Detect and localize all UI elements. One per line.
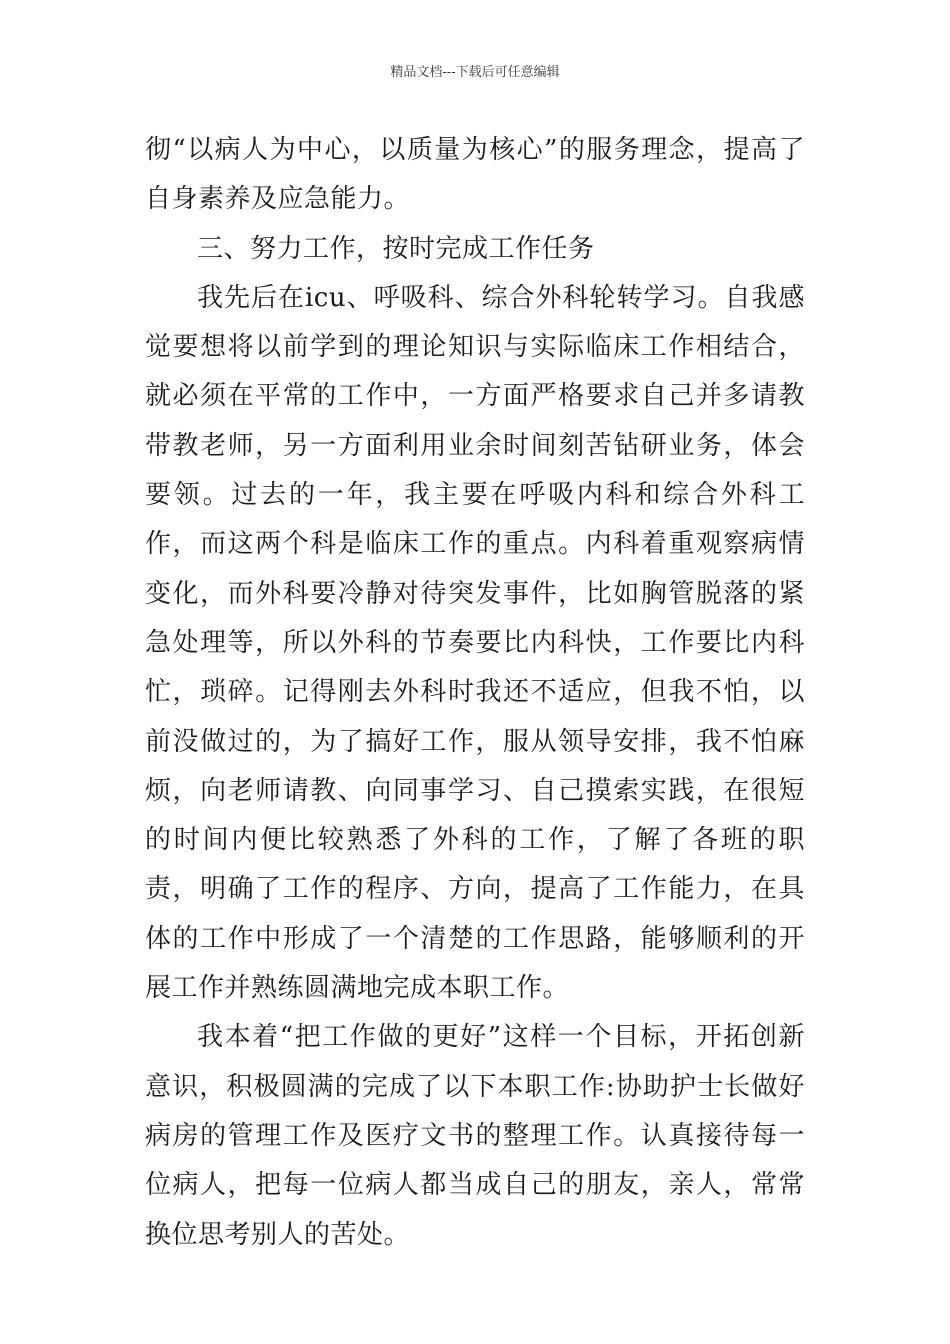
section-heading: 三、努力工作，按时完成工作任务 <box>197 233 595 264</box>
paragraph-continuation: 彻“以病人为中心，以质量为核心”的服务理念，提高了自身素养及应急能力。 <box>145 135 805 215</box>
paragraph-work-goals: 我本着“把工作做的更好”这样一个目标，开拓创新意识，积极圆满的完成了以下本职工作:协助护士长做好病房的管理工作及医疗文书的整理工作。认真接待每一位病人，把每一位病人都当成自己的朋友，亲人，常常换位思考别人的苦处。 <box>145 1022 805 1250</box>
paragraph-rotation-study: 我先后在icu、呼吸科、综合外科轮转学习。自我感觉要想将以前学到的理论知识与实际临床工作相结合，就必须在平常的工作中，一方面严格要求自己并多请教带教老师，另一方面利用业余时间刻苦钻研业务，体会要领。过去的一年，我主要在呼吸内科和综合外科工作，而这两个科是临床工作的重点。内科着重观察病情变化，而外科要冷静对待突发事件，比如胸管脱落的紧急处理等，所以外科的节奏要比内科快，工作要比内科忙，琐碎。记得刚去外科时我还不适应，但我不怕，以前没做过的，为了搞好工作，服从领导安排，我不怕麻烦，向老师请教、向同事学习、自己摸索实践，在很短的时间内便比较熟悉了外科的工作，了解了各班的职责，明确了工作的程序、方向，提高了工作能力，在具体的工作中形成了一个清楚的工作思路，能够顺利的开展工作并熟练圆满地完成本职工作。 <box>145 282 805 1004</box>
document-body <box>145 126 805 1260</box>
page-header: 精品文档---下载后可任意编辑 <box>390 65 560 80</box>
